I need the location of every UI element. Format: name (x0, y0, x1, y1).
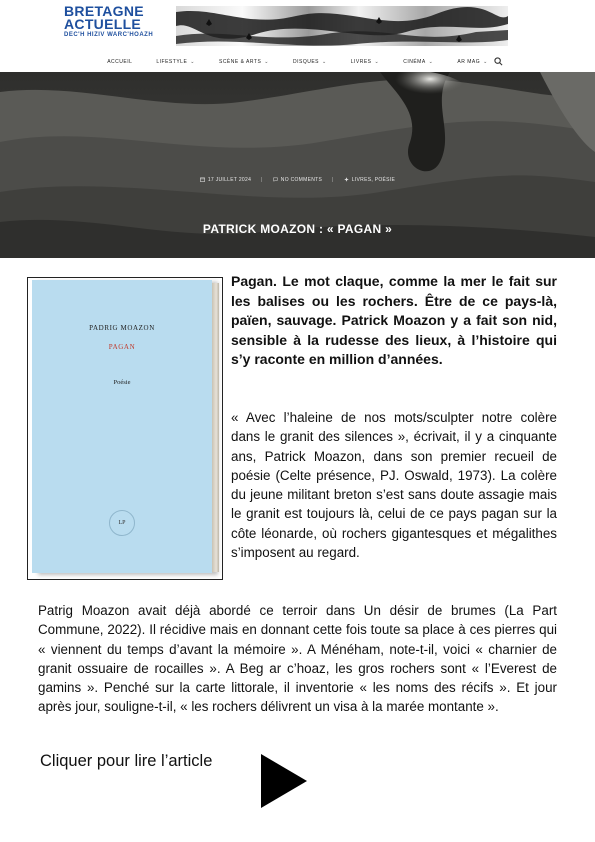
meta-date (200, 177, 251, 183)
nav-label: CINÉMA (403, 59, 426, 65)
nav-item-accueil[interactable] (95, 59, 144, 65)
article-title: PATRICK MOAZON : « PAGAN » (202, 222, 393, 236)
chevron-down-icon: ⌄ (264, 59, 269, 65)
chevron-down-icon: ⌄ (374, 59, 380, 65)
meta-separator: | (261, 177, 263, 183)
nav-item-lifestyle[interactable] (144, 59, 207, 65)
chevron-down-icon: ⌄ (483, 59, 488, 65)
meta-date-text: 17 JUILLET 2024 (207, 177, 252, 183)
article-meta (0, 177, 595, 183)
logo-line-2: ACTUELLE (64, 16, 142, 32)
book-title: PAGAN (108, 343, 136, 351)
nav-item-cinema[interactable] (391, 59, 445, 65)
read-article-link[interactable] (40, 752, 212, 771)
nav-label: LIVRES (350, 59, 372, 65)
chevron-down-icon: ⌄ (190, 59, 195, 65)
header-banner-flag (176, 6, 508, 46)
tag-icon (344, 177, 349, 182)
chevron-down-icon: ⌄ (322, 59, 327, 65)
nav-label: SCÈNE & ARTS (218, 59, 262, 65)
search-icon[interactable] (494, 57, 503, 66)
meta-comments[interactable] (273, 177, 322, 183)
nav-label: ACCUEIL (107, 59, 133, 65)
article-paragraph-2: Patrig Moazon avait déjà abordé ce terroir dans Un désir de brumes (La Part Commune, 2022). Il récidive mais en donnant cette fois toute sa place à ces pierres qui « viennent du temps d’avant la mémoire ». A Ménéham, note-t-il, voici « charnier de granit ossuaire de rocailles ». A Beg ar c’hoaz, les gros rochers sont « l’Everest de gamins ». Penché sur la carte littorale, il inventorie « les noms des récifs ». Et jour après jour, souligne-t-il, « les rochers délivrent un visa à la marée montante ». (38, 603, 557, 715)
meta-categories-text: LIVRES, POÉSIE (351, 177, 396, 183)
logo-line-1: BRETAGNE (64, 3, 144, 19)
nav-item-livres[interactable] (339, 59, 392, 65)
meta-comments-text: NO COMMENTS (280, 177, 323, 183)
meta-separator: | (332, 177, 334, 183)
meta-categories[interactable] (344, 177, 395, 183)
logo-tagline: DEC'H HIZIV WARC'HOAZH (64, 32, 154, 38)
hero-image (0, 72, 595, 258)
chevron-down-icon: ⌄ (428, 59, 434, 65)
site-logo[interactable] (64, 5, 164, 41)
play-icon[interactable] (261, 754, 307, 808)
book-page-edge (212, 283, 219, 572)
nav-item-ar-mag[interactable] (445, 59, 499, 65)
main-navigation (0, 52, 595, 72)
article-lede: Pagan. Le mot claque, comme la mer le fait sur les balises ou les rochers. Être de ce pays-là, païen, sauvage. Patrick Moazon y a fait son nid, sensible à la rudesse des lieux, à l’histoire qui s’y raconte en million d’années. (231, 273, 557, 367)
read-article-label: Cliquer pour lire l’article (40, 752, 213, 770)
calendar-icon (200, 177, 205, 182)
nav-label: DISQUES (293, 59, 320, 65)
nav-label: LIFESTYLE (156, 59, 188, 65)
publisher-emblem-text: LP (118, 520, 126, 526)
book-genre: Poésie (113, 379, 131, 386)
nav-item-scene-arts[interactable] (207, 59, 281, 65)
book-author: PADRIG MOAZON (89, 324, 155, 332)
nav-item-disques[interactable] (281, 59, 339, 65)
nav-label: AR MAG (457, 59, 481, 65)
publisher-emblem (109, 510, 135, 536)
article-paragraph-1: « Avec l’haleine de nos mots/sculpter notre colère dans le granit des silences », écrivait, il y a cinquante ans, Patrick Moazon, dans son premier recueil de poésie (Celte présence, PJ. Oswald, 1973). La colère du jeune militant breton s’est sans doute assagie mais le granit est toujours là, celui de ce pays pagan sur la côte léonarde, où rochers gigantesques et mégalithes s’imposent au regard. (231, 410, 557, 561)
comment-icon (273, 177, 278, 182)
